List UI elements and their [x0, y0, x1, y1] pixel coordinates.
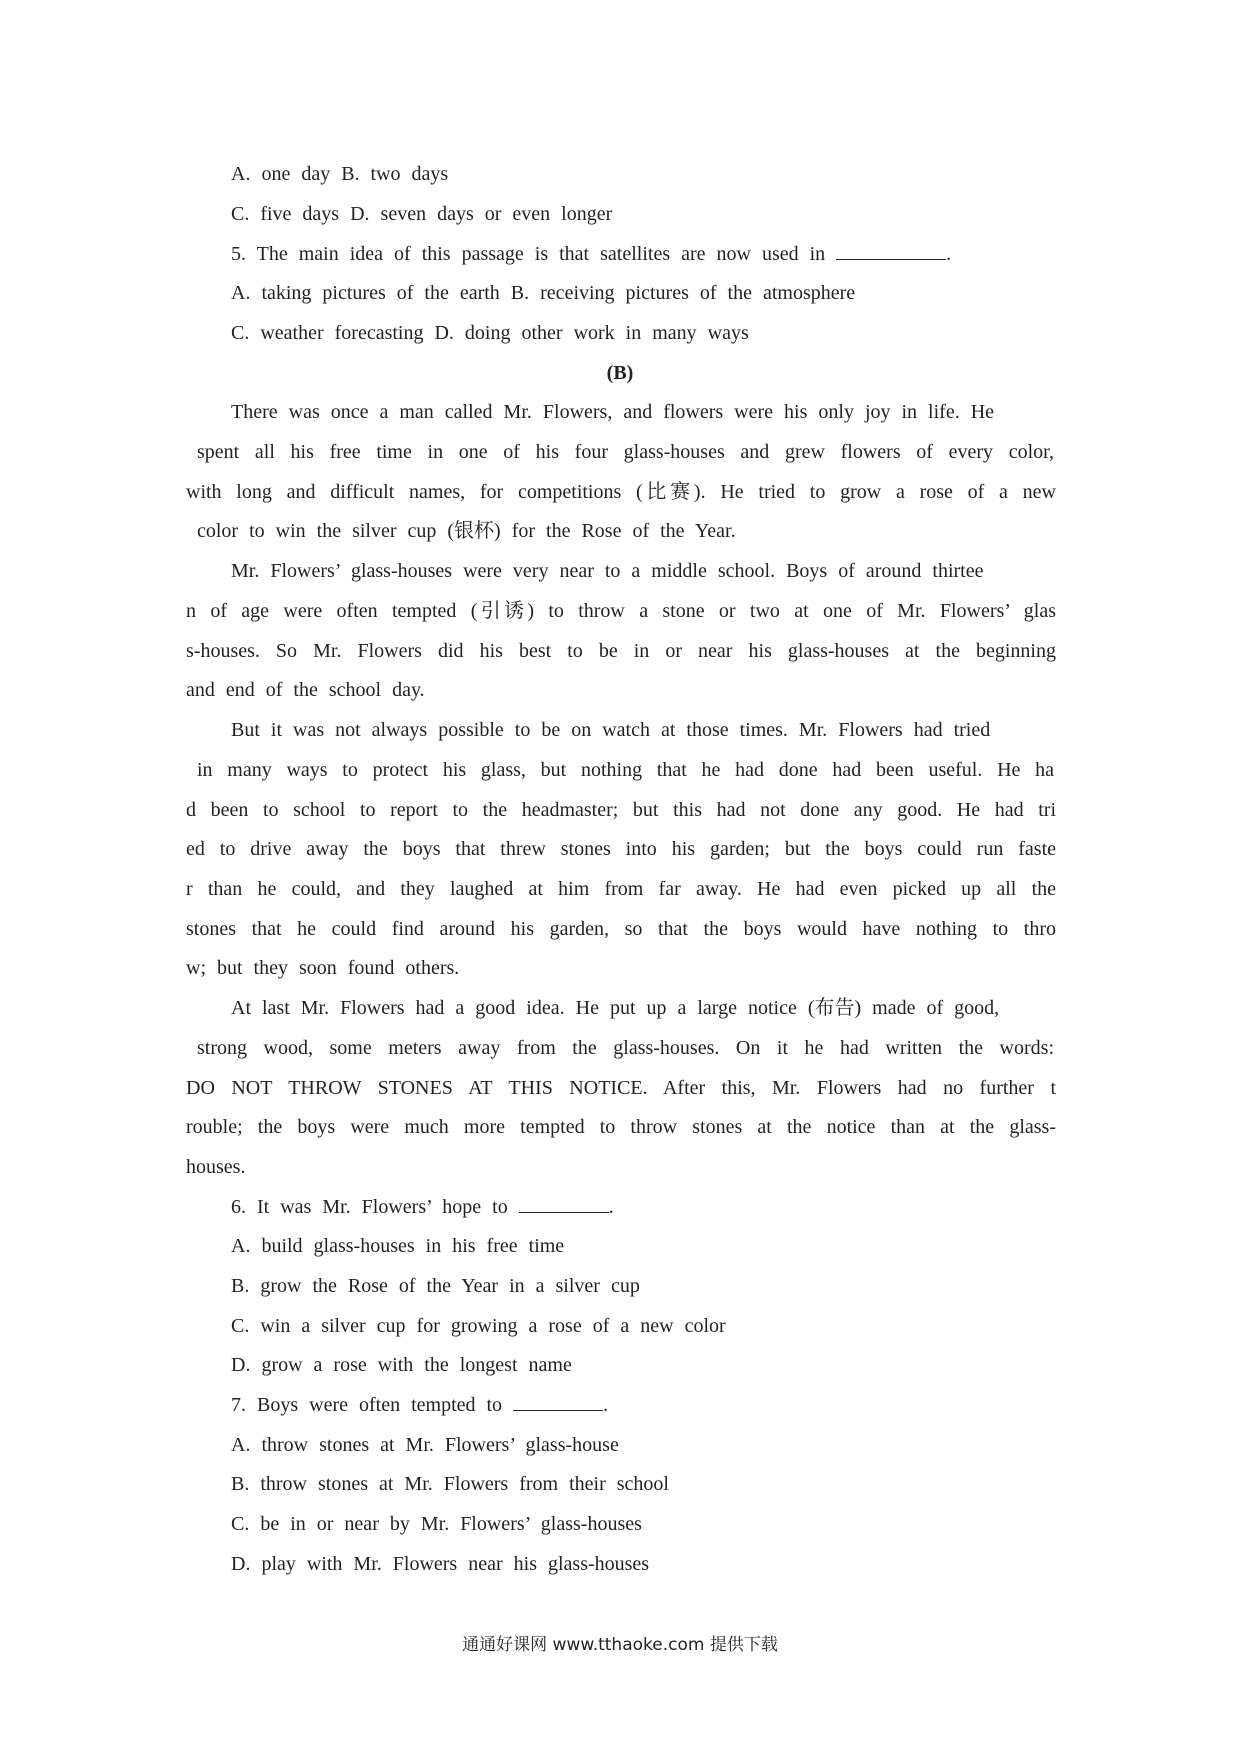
passage-line: rouble; the boys were much more tempted to throw stones at the notice than at the glass- [186, 1116, 1056, 1138]
passage-line: n of age were often tempted (引诱) to throw a stone or two at one of Mr. Flowers’ glas [186, 600, 1056, 622]
passage-line: strong wood, some meters away from the glass-houses. On it he had written the words: [197, 1037, 1054, 1059]
q6-option-d: D. grow a rose with the longest name [231, 1354, 572, 1376]
q5-options-ab: A. taking pictures of the earth B. receiving pictures of the atmosphere [231, 282, 856, 304]
passage-line: w; but they soon found others. [186, 957, 460, 979]
passage-line: DO NOT THROW STONES AT THIS NOTICE. After this, Mr. Flowers had no further t [186, 1077, 1056, 1099]
q7-option-a: A. throw stones at Mr. Flowers’ glass-house [231, 1434, 619, 1456]
passage-line: But it was not always possible to be on watch at those times. Mr. Flowers had tried [231, 719, 991, 741]
passage-line: Mr. Flowers’ glass-houses were very near to a middle school. Boys of around thirtee [231, 560, 984, 582]
q6-stem: 6. It was Mr. Flowers’ hope to [231, 1196, 508, 1218]
passage-line: At last Mr. Flowers had a good idea. He put up a large notice (布告) made of good, [231, 997, 1000, 1019]
q6-option-b: B. grow the Rose of the Year in a silver cup [231, 1275, 640, 1297]
q7-option-b: B. throw stones at Mr. Flowers from their school [231, 1473, 669, 1495]
passage-line: houses. [186, 1156, 246, 1178]
passage-line: s-houses. So Mr. Flowers did his best to be in or near his glass-houses at the beginning [186, 640, 1056, 662]
q5-stem: 5. The main idea of this passage is that satellites are now used in [231, 243, 826, 265]
q7-option-d: D. play with Mr. Flowers near his glass-houses [231, 1553, 650, 1575]
q7-option-c: C. be in or near by Mr. Flowers’ glass-houses [231, 1513, 642, 1535]
q5-stem-line: 5. The main idea of this passage is that satellites are now used in . [231, 243, 952, 265]
answer-blank [836, 243, 946, 260]
passage-line: d been to school to report to the headmaster; but this had not done any good. He had tri [186, 799, 1056, 821]
passage-line: with long and difficult names, for competitions (比赛). He tried to grow a rose of a new [186, 481, 1056, 503]
passage-line: stones that he could find around his garden, so that the boys would have nothing to thro [186, 918, 1056, 940]
q4-options-cd: C. five days D. seven days or even longer [231, 203, 613, 225]
q6-option-a: A. build glass-houses in his free time [231, 1235, 565, 1257]
passage-line: There was once a man called Mr. Flowers, and flowers were his only joy in life. He [231, 401, 995, 423]
q4-options-ab: A. one day B. two days [231, 163, 449, 185]
q5-options-cd: C. weather forecasting D. doing other work in many ways [231, 322, 749, 344]
page-footer: 通通好课网 www.tthaoke.com 提供下载 [462, 1635, 778, 1655]
passage-line: spent all his free time in one of his four glass-houses and grew flowers of every color, [197, 441, 1054, 463]
passage-line: r than he could, and they laughed at him from far away. He had even picked up all the [186, 878, 1056, 900]
answer-blank [513, 1394, 603, 1411]
passage-line: ed to drive away the boys that threw stones into his garden; but the boys could run faste [186, 838, 1056, 860]
q7-stem: 7. Boys were often tempted to [231, 1394, 503, 1416]
q7-stem-line: 7. Boys were often tempted to . [231, 1394, 609, 1416]
passage-line: in many ways to protect his glass, but nothing that he had done had been useful. He ha [197, 759, 1054, 781]
q6-option-c: C. win a silver cup for growing a rose of a new color [231, 1315, 726, 1337]
answer-blank [519, 1196, 609, 1213]
passage-line: color to win the silver cup (银杯) for the Rose of the Year. [197, 520, 736, 542]
passage-line: and end of the school day. [186, 679, 425, 701]
q6-stem-line: 6. It was Mr. Flowers’ hope to . [231, 1196, 614, 1218]
section-heading: (B) [606, 362, 634, 384]
